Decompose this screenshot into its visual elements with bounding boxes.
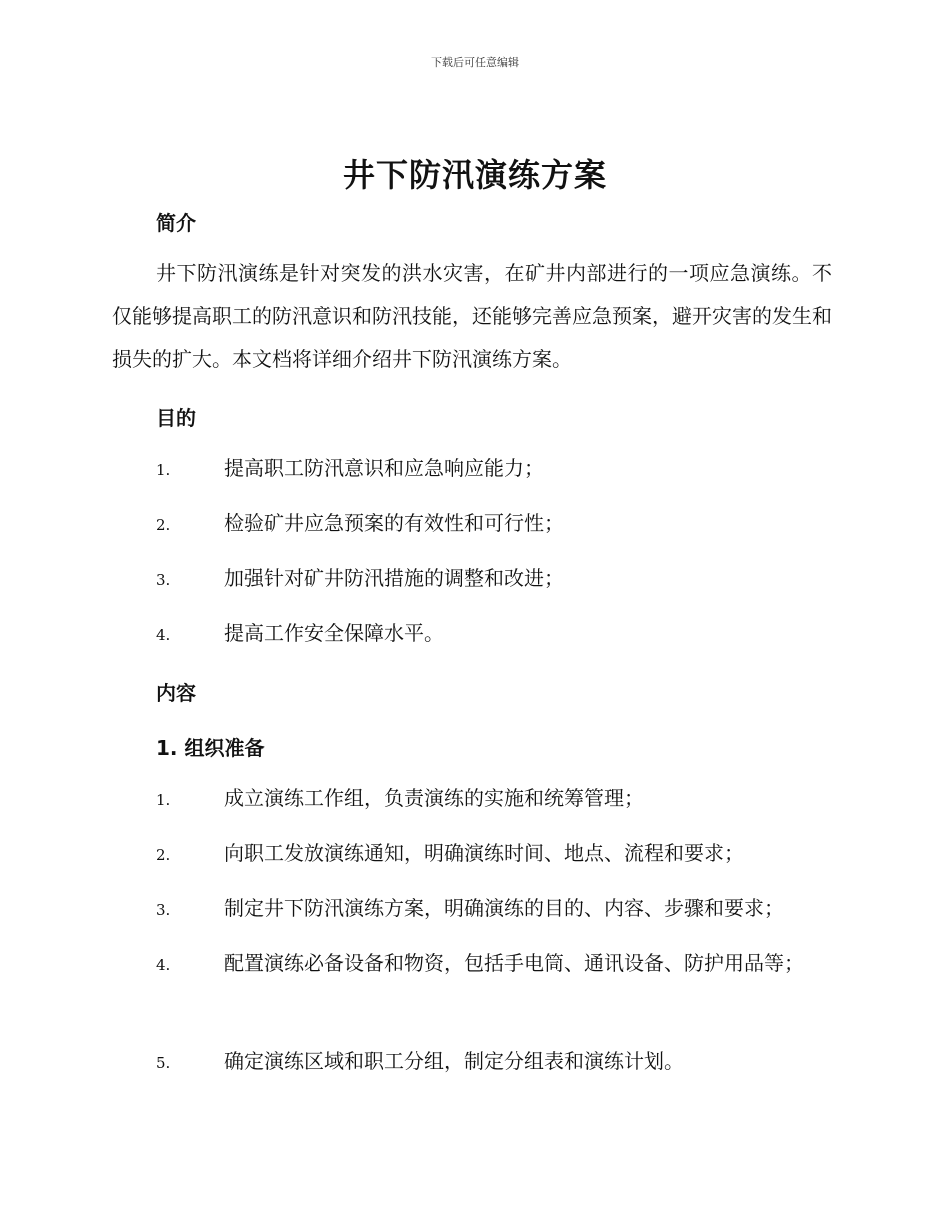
- header-note: 下载后可任意编辑: [431, 56, 519, 69]
- list-item-text: 提高职工防汛意识和应急响应能力；: [224, 456, 544, 480]
- list-item: [112, 502, 832, 547]
- list-item-number: 4.: [156, 626, 171, 644]
- list-item-number: 1.: [156, 461, 171, 479]
- list-item-text: 确定演练区域和职工分组，制定分组表和演练计划。: [224, 1049, 684, 1073]
- list-item-number: 3.: [156, 901, 171, 919]
- list-item: [112, 832, 832, 877]
- list-item-number: 5.: [156, 1054, 171, 1072]
- intro-paragraph: 井下防汛演练是针对突发的洪水灾害，在矿井内部进行的一项应急演练。不仅能够提高职工的防汛意识和防汛技能，还能够完善应急预案，避开灾害的发生和损失的扩大。本文档将详细介绍井下防汛演练方案。: [112, 261, 832, 371]
- list-item-text: 检验矿井应急预案的有效性和可行性；: [224, 511, 564, 535]
- list-item-number: 4.: [156, 956, 171, 974]
- list-item-text: 制定井下防汛演练方案，明确演练的目的、内容、步骤和要求；: [224, 896, 784, 920]
- list-item-text: 向职工发放演练通知，明确演练时间、地点、流程和要求；: [224, 841, 744, 865]
- list-item-number: 3.: [156, 571, 171, 589]
- list-item: [112, 612, 832, 657]
- list-item: [112, 447, 832, 492]
- list-item: [112, 887, 832, 932]
- list-item-text: 提高工作安全保障水平。: [224, 621, 444, 645]
- list-item-number: 2.: [156, 516, 171, 534]
- list-item: [112, 557, 832, 602]
- list-item: [112, 942, 832, 987]
- list-item: [112, 777, 832, 822]
- list-item-text: 成立演练工作组，负责演练的实施和统筹管理；: [224, 786, 644, 810]
- list-item-number: 1.: [156, 791, 171, 809]
- section-heading-purpose: 目的: [156, 406, 196, 430]
- section-heading-intro: 简介: [156, 211, 196, 235]
- document-title: 井下防汛演练方案: [342, 156, 607, 194]
- list-item: [112, 1040, 832, 1085]
- list-item-number: 2.: [156, 846, 171, 864]
- list-item-text: 配置演练必备设备和物资，包括手电筒、通讯设备、防护用品等；: [224, 951, 804, 975]
- section-heading-content: 内容: [156, 681, 196, 705]
- subsection-heading: 1. 组织准备: [156, 736, 265, 760]
- list-item-text: 加强针对矿井防汛措施的调整和改进；: [224, 566, 564, 590]
